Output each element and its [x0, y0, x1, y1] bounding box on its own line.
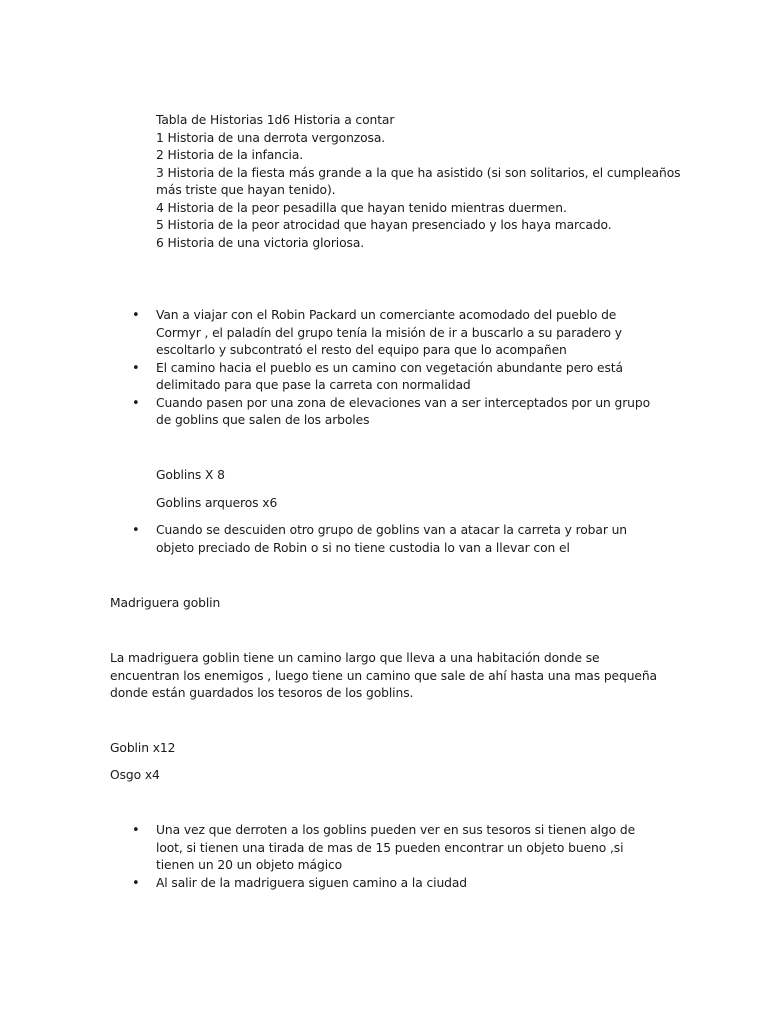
story-table-row: más triste que hayan tenido). — [156, 183, 336, 197]
list-item: • Van a viajar con el Robin Packard un comerciante acomodado del pueblo de Cormyr , el paladín del grupo tenía la misión de ir a buscarlo a su paradero y escoltarlo y subcontrató el resto del equipo para que lo acompañen — [156, 307, 664, 360]
lair-osgo-count: Osgo x4 — [110, 768, 160, 782]
lair-description: La madriguera goblin tiene un camino largo que lleva a una habitación donde se encuentran los enemigos , luego tiene un camino que sale de ahí hasta una mas pequeña donde están guardados los tesoros de los goblins. — [110, 651, 657, 700]
story-table-row: 6 Historia de una victoria gloriosa. — [156, 235, 365, 250]
story-table — [156, 112, 681, 252]
list-item: • Cuando se descuiden otro grupo de goblins van a atacar la carreta y robar un objeto preciado de Robin o si no tiene custodia lo van a llevar con el — [156, 522, 664, 557]
story-table-row: 4 Historia de la peor pesadilla que hayan tenido mientras duermen. — [156, 200, 567, 215]
goblins-count: Goblins X 8 — [156, 468, 225, 482]
road-bullet-list — [156, 307, 664, 430]
loot-bullet-list — [156, 822, 664, 892]
list-item: • Una vez que derroten a los goblins pueden ver en sus tesoros si tienen algo de loot, si tienen una tirada de mas de 15 pueden encontrar un objeto bueno ,si tienen un 20 un objeto mágico — [156, 822, 664, 875]
story-table-heading: Tabla de Historias 1d6 Historia a contar — [156, 113, 395, 127]
story-table-row: 2 Historia de la infancia. — [156, 148, 304, 162]
lair-goblins-count: Goblin x12 — [110, 741, 176, 755]
goblin-archers-count: Goblins arqueros x6 — [156, 496, 278, 510]
list-item: • Cuando pasen por una zona de elevaciones van a ser interceptados por un grupo de goblins que salen de los arboles — [156, 395, 664, 430]
lair-heading: Madriguera goblin — [110, 596, 221, 610]
list-item: • El camino hacia el pueblo es un camino con vegetación abundante pero está delimitado para que pase la carreta con normalidad — [156, 360, 664, 395]
story-table-row: 1 Historia de una derrota vergonzosa. — [156, 130, 386, 145]
ambush-bullet-list — [156, 522, 664, 557]
list-item: • Al salir de la madriguera siguen camino a la ciudad — [156, 875, 664, 893]
story-table-row: 5 Historia de la peor atrocidad que hayan presenciado y los haya marcado. — [156, 218, 612, 232]
story-table-row: 3 Historia de la fiesta más grande a la que ha asistido (si son solitarios, el cumpleaños — [156, 165, 681, 180]
